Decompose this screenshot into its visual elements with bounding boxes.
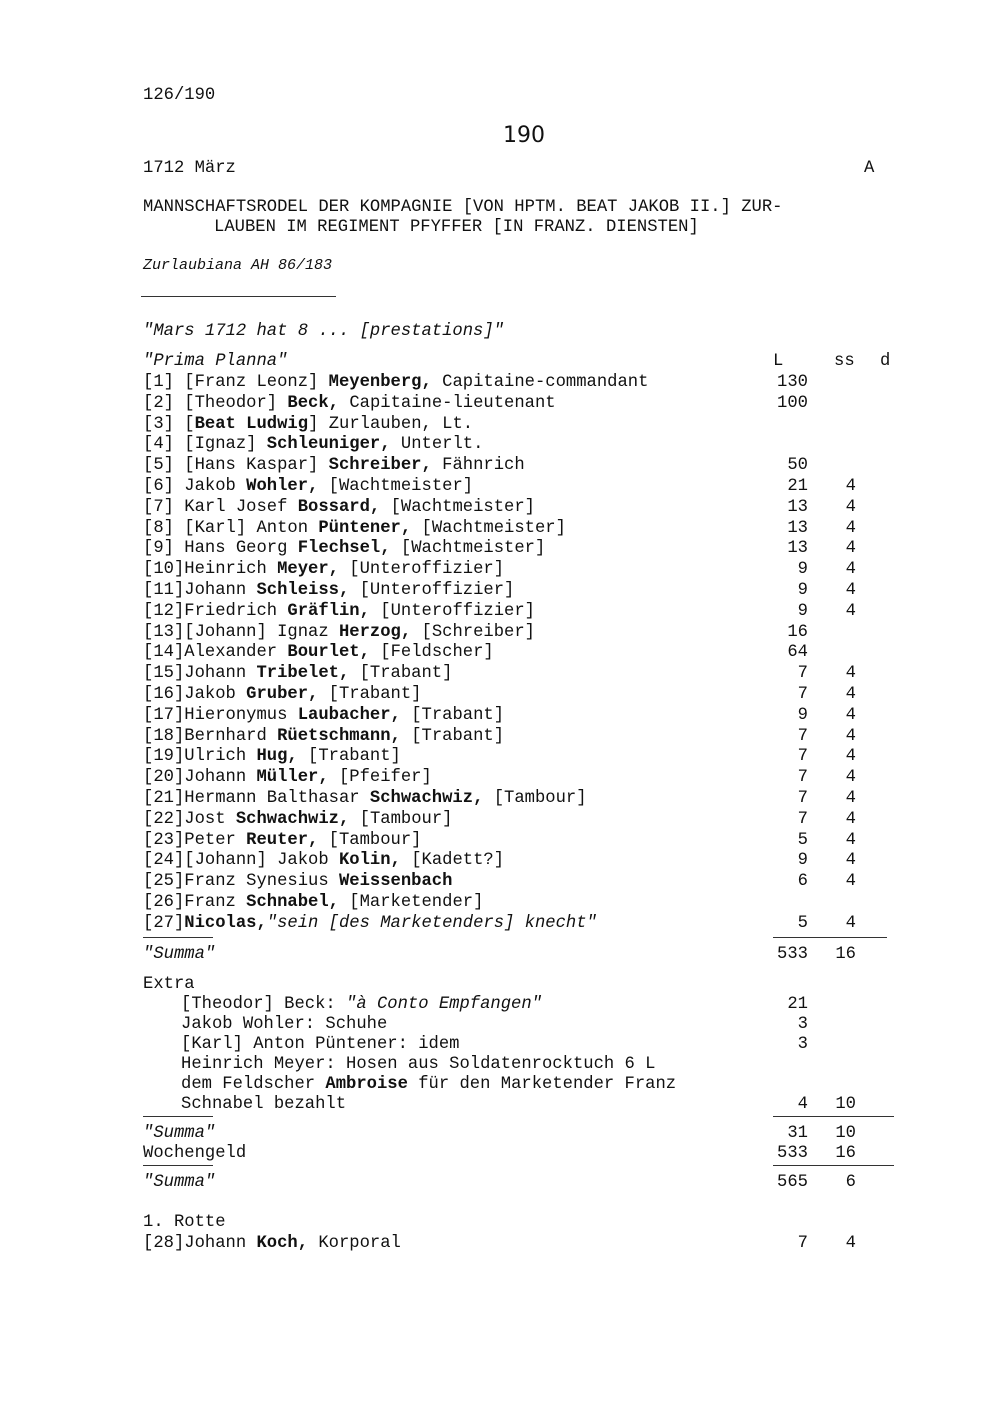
- roster-entry-livres: 7: [797, 810, 808, 829]
- roster-entry-sols: 4: [845, 851, 856, 870]
- roster-entry: [4] [Ignaz] Schleuniger, Unterlt.: [143, 435, 484, 454]
- roster-entry: [18]Bernhard Rüetschmann, [Trabant]: [143, 727, 505, 746]
- divider: [141, 296, 336, 297]
- roster-entry-livres: 9: [797, 706, 808, 725]
- summa-label: "Summa": [143, 945, 216, 964]
- roster-entry-livres: 7: [797, 789, 808, 808]
- summa-sols: 16: [835, 945, 856, 964]
- document-marker: A: [864, 159, 875, 178]
- roster-entry-livres: 9: [797, 851, 808, 870]
- roster-entry: [17]Hieronymus Laubacher, [Trabant]: [143, 706, 505, 725]
- summa-rule-left: [143, 937, 213, 938]
- summa-sols: 6: [845, 1173, 856, 1192]
- summa-livres: 533: [777, 945, 808, 964]
- roster-entry: [5] [Hans Kaspar] Schreiber, Fähnrich: [143, 456, 525, 475]
- extra-line-meyer: Heinrich Meyer: Hosen aus Soldatenrocktuch 6 L: [181, 1055, 656, 1074]
- table-heading-label: "Prima Planna": [143, 352, 288, 371]
- page-number: 190: [503, 123, 545, 148]
- source-citation: Zurlaubiana AH 86/183: [143, 257, 333, 274]
- wochengeld-label: Wochengeld: [143, 1144, 247, 1163]
- document-date: 1712 März: [143, 159, 236, 178]
- roster-entry-livres: 64: [787, 643, 808, 662]
- roster-entry: [13][Johann] Ignaz Herzog, [Schreiber]: [143, 623, 535, 642]
- roster-entry-sols: 4: [845, 519, 856, 538]
- summa-rule-right: [773, 1165, 894, 1166]
- roster-entry: [24][Johann] Jakob Kolin, [Kadett?]: [143, 851, 505, 870]
- document-title-line1: MANNSCHAFTSRODEL DER KOMPAGNIE [VON HPTM. BEAT JAKOB II.] ZUR-: [143, 198, 783, 217]
- summa-label: "Summa": [143, 1124, 216, 1143]
- roster-entry-sols: 4: [845, 768, 856, 787]
- roster-entry-livres: 5: [797, 914, 808, 933]
- summa-rule-left: [143, 1116, 213, 1117]
- roster-entry: [21]Hermann Balthasar Schwachwiz, [Tambour]: [143, 789, 587, 808]
- roster-entry-livres: 5: [797, 831, 808, 850]
- roster-entry-sols: 4: [845, 914, 856, 933]
- roster-entry: [9] Hans Georg Flechsel, [Wachtmeister]: [143, 539, 546, 558]
- roster-entry: [3] [Beat Ludwig] Zurlauben, Lt.: [143, 415, 474, 434]
- roster-entry-livres: 7: [797, 727, 808, 746]
- roster-entry-sols: 4: [845, 602, 856, 621]
- summa-sols: 10: [835, 1124, 856, 1143]
- roster-entry: [12]Friedrich Gräflin, [Unteroffizier]: [143, 602, 535, 621]
- document-title-line2: LAUBEN IM REGIMENT PFYFFER [IN FRANZ. DIENSTEN]: [214, 218, 699, 237]
- roster-entry-sols: 4: [845, 706, 856, 725]
- summa-livres: 565: [777, 1173, 808, 1192]
- roster-entry-livres: 7: [797, 685, 808, 704]
- rotte-heading: 1. Rotte: [143, 1213, 226, 1232]
- roster-entry-sols: 4: [845, 685, 856, 704]
- extra-line-feldscher: dem Feldscher Ambroise für den Marketender Franz: [181, 1075, 677, 1094]
- roster-entry: [20]Johann Müller, [Pfeifer]: [143, 768, 432, 787]
- roster-entry-sols: 4: [845, 539, 856, 558]
- roster-entry: [7] Karl Josef Bossard, [Wachtmeister]: [143, 498, 535, 517]
- roster-entry-livres: 7: [797, 768, 808, 787]
- roster-entry-livres: 9: [797, 560, 808, 579]
- roster-entry-livres: 7: [797, 664, 808, 683]
- roster-entry: [16]Jakob Gruber, [Trabant]: [143, 685, 422, 704]
- column-header-livres: L: [773, 352, 784, 371]
- roster-entry-sols: 4: [845, 747, 856, 766]
- extra-line-wohler-livres: 3: [797, 1015, 808, 1034]
- extra-line-schnabel-sols: 10: [835, 1095, 856, 1114]
- extra-heading: Extra: [143, 975, 195, 994]
- roster-entry-sols: 4: [845, 581, 856, 600]
- roster-entry: [26]Franz Schnabel, [Marketender]: [143, 893, 484, 912]
- roster-entry-livres: 100: [777, 394, 808, 413]
- summa-label: "Summa": [143, 1173, 216, 1192]
- summa-rule-left: [143, 1165, 213, 1166]
- roster-entry-sols: 4: [845, 727, 856, 746]
- column-header-sols: ss: [834, 352, 855, 371]
- extra-line-wohler: Jakob Wohler: Schuhe: [181, 1015, 388, 1034]
- roster-entry-sols: 4: [845, 477, 856, 496]
- extra-line-puentener: [Karl] Anton Püntener: idem: [181, 1035, 460, 1054]
- summa-rule-right: [773, 937, 887, 938]
- roster-entry: [8] [Karl] Anton Püntener, [Wachtmeister]: [143, 519, 566, 538]
- roster-entry: [25]Franz Synesius Weissenbach: [143, 872, 453, 891]
- roster-entry-livres: 13: [787, 539, 808, 558]
- roster-entry-livres: 13: [787, 498, 808, 517]
- roster-entry-livres: 130: [777, 373, 808, 392]
- extra-line-puentener-livres: 3: [797, 1035, 808, 1054]
- extra-line-beck: [Theodor] Beck: "à Conto Empfangen": [181, 995, 543, 1014]
- summa-rule-right: [773, 1116, 894, 1117]
- roster-entry-livres: 7: [797, 747, 808, 766]
- roster-entry-sols: 4: [845, 789, 856, 808]
- rotte-entry-livres: 7: [797, 1234, 808, 1253]
- roster-entry-sols: 4: [845, 810, 856, 829]
- document-reference: 126/190: [143, 86, 216, 105]
- roster-entry-sols: 4: [845, 560, 856, 579]
- extra-line-beck-livres: 21: [787, 995, 808, 1014]
- roster-entry-livres: 21: [787, 477, 808, 496]
- roster-entry-livres: 9: [797, 602, 808, 621]
- intro-quote: "Mars 1712 hat 8 ... [prestations]": [143, 322, 504, 341]
- roster-entry: [23]Peter Reuter, [Tambour]: [143, 831, 422, 850]
- roster-entry: [6] Jakob Wohler, [Wachtmeister]: [143, 477, 474, 496]
- roster-entry-livres: 50: [787, 456, 808, 475]
- roster-entry: [10]Heinrich Meyer, [Unteroffizier]: [143, 560, 505, 579]
- summa-livres: 31: [787, 1124, 808, 1143]
- wochengeld-livres: 533: [777, 1144, 808, 1163]
- roster-entry-sols: 4: [845, 664, 856, 683]
- roster-entry: [22]Jost Schwachwiz, [Tambour]: [143, 810, 453, 829]
- rotte-entry: [28]Johann Koch, Korporal: [143, 1234, 401, 1253]
- roster-entry: [2] [Theodor] Beck, Capitaine-lieutenant: [143, 394, 556, 413]
- column-header-deniers: d: [880, 352, 891, 371]
- roster-entry: [11]Johann Schleiss, [Unteroffizier]: [143, 581, 515, 600]
- roster-entry: [15]Johann Tribelet, [Trabant]: [143, 664, 453, 683]
- roster-entry: [19]Ulrich Hug, [Trabant]: [143, 747, 401, 766]
- extra-line-schnabel-livres: 4: [797, 1095, 808, 1114]
- roster-entry: [27]Nicolas,"sein [des Marketenders] knecht": [143, 914, 597, 933]
- roster-entry-sols: 4: [845, 872, 856, 891]
- roster-entry: [1] [Franz Leonz] Meyenberg, Capitaine-commandant: [143, 373, 649, 392]
- wochengeld-sols: 16: [835, 1144, 856, 1163]
- roster-entry-sols: 4: [845, 498, 856, 517]
- rotte-entry-sols: 4: [845, 1234, 856, 1253]
- roster-entry-livres: 9: [797, 581, 808, 600]
- roster-entry: [14]Alexander Bourlet, [Feldscher]: [143, 643, 494, 662]
- roster-entry-sols: 4: [845, 831, 856, 850]
- extra-line-schnabel: Schnabel bezahlt: [181, 1095, 347, 1114]
- roster-entry-livres: 6: [797, 872, 808, 891]
- roster-entry-livres: 13: [787, 519, 808, 538]
- roster-entry-livres: 16: [787, 623, 808, 642]
